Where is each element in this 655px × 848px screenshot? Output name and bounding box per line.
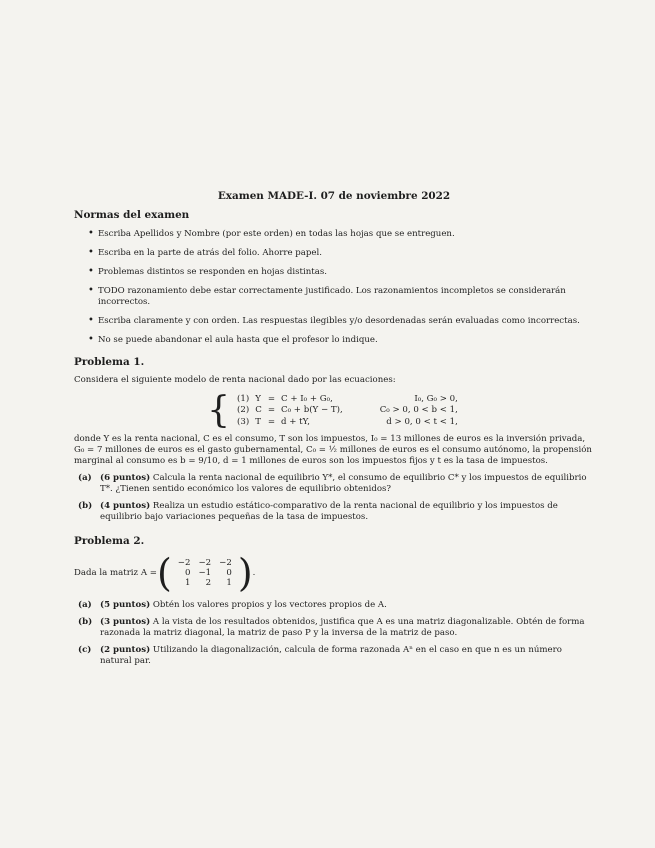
matrix-cell: −2 — [219, 557, 232, 568]
rule-item: • Escriba Apellidos y Nombre (por este orden) en todas las hojas que se entreguen. — [88, 229, 594, 240]
equation-lhs: T — [255, 416, 261, 427]
matrix-A — [174, 558, 236, 589]
rules-list — [74, 229, 594, 346]
part-tag: (a) — [78, 600, 92, 611]
exam-title: Examen MADE-I. 07 de noviembre 2022 — [217, 190, 451, 202]
part-tag: (b) — [78, 500, 93, 511]
rule-item: • No se puede abandonar el aula hasta que el profesor lo indique. — [88, 335, 594, 346]
part-text: Utilizando la diagonalización, calcula de forma razonada Aⁿ en el caso en que n es un número natural par. — [100, 645, 562, 667]
part-text: A la vista de los resultados obtenidos, justifica que A es una matriz diagonalizable. Obtén de forma razonada la matriz diagonal, la matriz de paso P y la inversa de la matriz de paso. — [100, 617, 585, 639]
matrix-cell: 0 — [185, 568, 191, 579]
matrix-row — [174, 558, 236, 568]
equation-condition: I₀, G₀ > 0, — [414, 394, 458, 405]
matrix-row — [174, 568, 236, 578]
equation-condition: d > 0, 0 < t < 1, — [386, 416, 458, 427]
part-tag: (a) — [78, 472, 92, 483]
equation-rhs: C₀ + b(Y − T), — [281, 405, 343, 416]
matrix-cell: −2 — [177, 557, 191, 568]
equation-sign: = — [267, 416, 276, 427]
equation-sign: = — [267, 394, 276, 405]
equation-row — [234, 405, 461, 416]
part-points: (5 puntos) — [100, 600, 151, 611]
right-paren-icon: ) — [237, 551, 253, 596]
rule-item: • Escriba en la parte de atrás del folio. Ahorre papel. — [88, 248, 594, 259]
equation-rhs: C + I₀ + G₀, — [281, 394, 333, 405]
matrix-cell: −1 — [198, 568, 212, 579]
problem1-part-a — [74, 473, 594, 495]
problem1-intro: Considera el siguiente modelo de renta nacional dado por las ecuaciones: — [74, 374, 396, 385]
rule-item: • Escriba claramente y con orden. Las respuestas ilegibles y/o desordenadas serán evaluadas como incorrectas. — [88, 316, 594, 327]
exam-sheet — [74, 190, 594, 730]
matrix-definition — [74, 551, 594, 596]
equation-row — [234, 417, 461, 428]
matrix-end: . — [252, 567, 256, 578]
matrix-cell: 1 — [185, 578, 191, 589]
equations-table — [234, 394, 461, 428]
part-tag: (c) — [78, 645, 92, 656]
part-text: Calcula la renta nacional de equilibrio Y*, el consumo de equilibrio C* y los impuestos de equilibrio T*. ¿Tienen sentido económico los valores de equilibrio obtenidos? — [100, 472, 587, 494]
part-text: Realiza un estudio estático-comparativo de la renta nacional de equilibrio y los impuestos de equilibrio bajo variaciones pequeñas de la tasa de impuestos. — [100, 500, 558, 522]
equation-number: (1) — [237, 394, 250, 405]
part-points: (3 puntos) — [100, 617, 151, 628]
matrix-intro: Dada la matriz A = — [74, 567, 157, 578]
problem2-part-c — [74, 645, 594, 667]
part-tag: (b) — [78, 617, 93, 628]
matrix-cell: 2 — [205, 578, 212, 589]
equation-sign: = — [267, 405, 276, 416]
matrix-cell: 1 — [226, 578, 232, 589]
equation-row — [234, 394, 461, 405]
equation-number: (2) — [237, 405, 250, 416]
matrix-cell: −2 — [198, 557, 212, 568]
equation-condition: C₀ > 0, 0 < b < 1, — [379, 405, 458, 416]
equation-lhs: C — [255, 405, 262, 416]
problem1-heading: Problema 1. — [74, 355, 145, 368]
problem2-part-b — [74, 617, 594, 639]
rule-item: • Problemas distintos se responden en hojas distintas. — [88, 267, 594, 278]
part-points: (4 puntos) — [100, 500, 151, 511]
part-text: Obtén los valores propios y los vectores propios de A. — [152, 600, 387, 611]
part-points: (2 puntos) — [100, 645, 151, 656]
left-paren-icon: ( — [156, 551, 172, 596]
rule-item: • TODO razonamiento debe estar correctamente justificado. Los razonamientos incompletos se considerarán incorrectos. — [88, 286, 594, 308]
left-brace-icon: { — [207, 389, 231, 431]
equation-number: (3) — [237, 416, 250, 427]
problem2-heading: Problema 2. — [74, 534, 145, 547]
equation-system — [74, 389, 594, 431]
equation-rhs: d + tY, — [281, 416, 310, 427]
problem1-part-b — [74, 501, 594, 523]
rules-heading: Normas del examen — [74, 209, 190, 222]
part-points: (6 puntos) — [100, 472, 151, 483]
problem1-description: donde Y es la renta nacional, C es el consumo, T son los impuestos, I₀ = 13 millones de euros es la inversión privada, G₀ = 7 millones de euros es el gasto gubernamental, C₀ = ½ millones de euros es el consumo autónomo, la propensión marginal al consumo es b = 9/10, d = 1 millones de euros son los impuestos fijos y t es la tasa de impuestos. — [74, 433, 592, 466]
equation-lhs: Y — [255, 394, 261, 405]
matrix-cell: 0 — [226, 568, 232, 579]
matrix-row — [174, 578, 236, 588]
problem2-part-a — [74, 600, 594, 611]
